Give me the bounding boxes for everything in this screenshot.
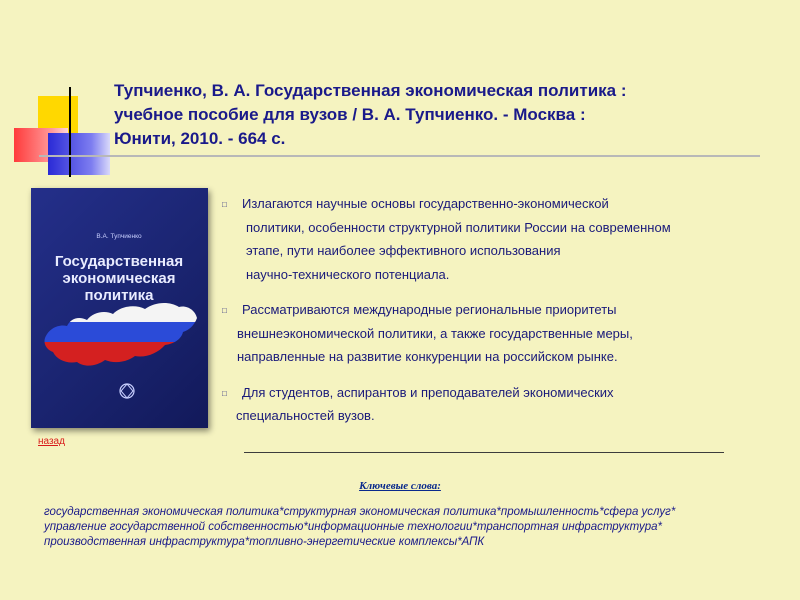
- description-line: специальностей вузов.: [236, 408, 375, 423]
- decor-blue-square: [48, 133, 110, 175]
- book-citation-title: [114, 79, 764, 151]
- bullet-icon: □: [222, 306, 227, 315]
- description-item: [222, 192, 775, 286]
- back-link[interactable]: назад: [38, 436, 65, 447]
- publisher-emblem-icon: [120, 384, 134, 398]
- description-item: [222, 298, 775, 369]
- keywords-separator: [244, 452, 724, 453]
- description-item: [222, 381, 775, 428]
- decor-vertical-line: [69, 87, 71, 177]
- description-line: направленные на развитие конкуренции на российском рынке.: [237, 349, 618, 364]
- keywords-line: государственная экономическая политика*структурная экономическая политика*промышленность*сфера услуг*: [44, 506, 676, 518]
- title-divider: [39, 155, 760, 157]
- russia-map-icon: [31, 298, 208, 372]
- book-cover-image: [31, 188, 208, 428]
- title-line: учебное пособие для вузов / В. А. Тупчиенко. - Москва :: [114, 105, 586, 124]
- svg-text:политика: политика: [84, 287, 154, 304]
- description-line: Излагаются научные основы государственно-экономической: [242, 196, 609, 211]
- book-cover-art: [31, 188, 208, 428]
- description-line: Рассматриваются международные региональные приоритеты: [242, 302, 617, 317]
- keywords-line: производственная инфраструктура*топливно-энергетические комплексы*АПК: [44, 536, 485, 548]
- svg-text:Государственная: Государственная: [54, 253, 184, 270]
- book-description-list: [222, 192, 775, 440]
- description-line: Для студентов, аспирантов и преподавателей экономических: [242, 384, 614, 400]
- description-line: политики, особенности структурной политики России на современном: [246, 219, 671, 235]
- title-line: Юнити, 2010. - 664 с.: [114, 129, 286, 148]
- description-line: научно-технического потенциала.: [246, 266, 450, 282]
- description-line: этапе, пути наиболее эффективного использования: [246, 243, 561, 258]
- description-line: внешнеэкономической политики, а также государственные меры,: [237, 325, 633, 341]
- bullet-icon: □: [222, 388, 227, 398]
- cover-author-text: В.А. Тупчиенко: [96, 233, 142, 240]
- keywords-heading: Ключевые слова:: [359, 480, 441, 492]
- svg-text:экономическая: экономическая: [62, 270, 176, 287]
- keywords-text: [44, 505, 774, 550]
- bullet-icon: □: [222, 200, 227, 209]
- cover-title-text: [55, 253, 183, 304]
- keywords-line: управление государственной собственностью*информационные технологии*транспортная инфраструктура*: [44, 521, 662, 533]
- title-line: Тупчиенко, В. А. Государственная экономическая политика :: [114, 81, 627, 100]
